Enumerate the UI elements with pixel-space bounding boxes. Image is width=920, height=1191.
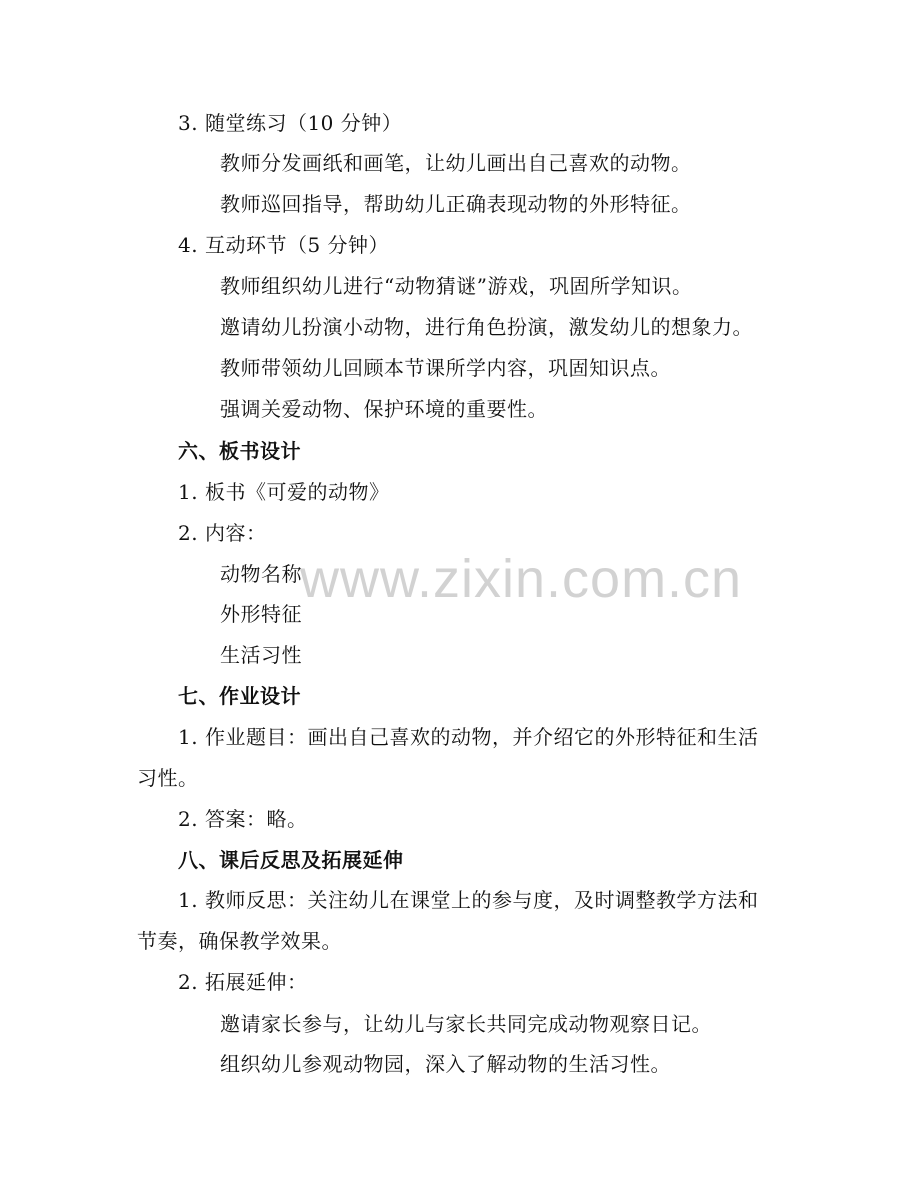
board-content-3: 生活习性 [220, 643, 302, 667]
practice-title: 3. 随堂练习（10 分钟） [178, 111, 403, 135]
interaction-item-1: 教师组织幼儿进行“动物猜谜”游戏，巩固所学知识。 [220, 274, 693, 298]
board-content-1: 动物名称 [220, 562, 302, 586]
interaction-title: 4. 互动环节（5 分钟） [178, 233, 390, 257]
board-heading: 六、板书设计 [178, 439, 301, 463]
extension-item-2: 组织幼儿参观动物园，深入了解动物的生活习性。 [220, 1052, 671, 1076]
practice-item-1: 教师分发画纸和画笔，让幼儿画出自己喜欢的动物。 [220, 151, 692, 175]
reflection-item-2: 2. 拓展延伸： [178, 970, 308, 994]
board-item-1: 1. 板书《可爱的动物》 [178, 480, 390, 504]
interaction-item-3: 教师带领幼儿回顾本节课所学内容，巩固知识点。 [220, 356, 671, 380]
extension-item-1: 邀请家长参与，让幼儿与家长共同完成动物观察日记。 [220, 1012, 712, 1036]
homework-item-1-line-1: 1. 作业题目：画出自己喜欢的动物，并介绍它的外形特征和生活 [178, 725, 759, 749]
interaction-item-2: 邀请幼儿扮演小动物，进行角色扮演，激发幼儿的想象力。 [220, 315, 753, 339]
reflection-item-1-line-1: 1. 教师反思：关注幼儿在课堂上的参与度，及时调整教学方法和 [178, 888, 759, 912]
homework-item-1-line-2: 习性。 [137, 766, 199, 790]
board-item-2: 2. 内容： [178, 521, 267, 545]
homework-heading: 七、作业设计 [178, 684, 301, 708]
interaction-item-4: 强调关爱动物、保护环境的重要性。 [220, 397, 548, 421]
reflection-heading: 八、课后反思及拓展延伸 [178, 848, 404, 872]
reflection-item-1-line-2: 节奏，确保教学效果。 [137, 929, 342, 953]
board-content-2: 外形特征 [220, 602, 302, 626]
practice-item-2: 教师巡回指导，帮助幼儿正确表现动物的外形特征。 [220, 192, 692, 216]
watermark: www.zixin.com.cn [300, 549, 743, 609]
homework-item-2: 2. 答案：略。 [178, 807, 308, 831]
